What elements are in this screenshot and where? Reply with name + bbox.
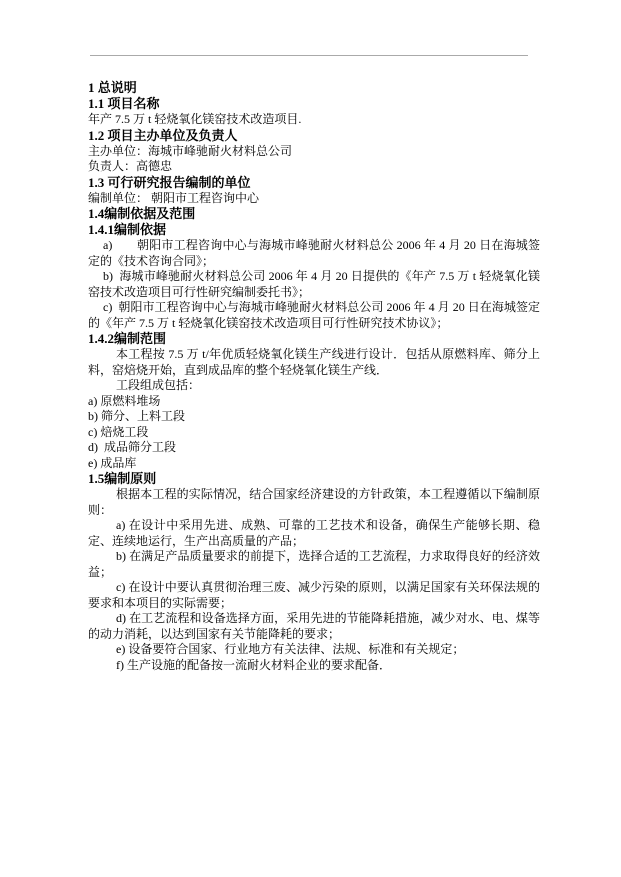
sponsor-unit-line: 主办单位：海城市峰驰耐火材料总公司 xyxy=(88,143,293,158)
section-1-1-heading: 1.1 项目名称 xyxy=(88,96,160,111)
work-section-item-a: a) 原燃料堆场 xyxy=(88,393,161,408)
principle-item-f: f) 生产设施的配备按一流耐火材料企业的要求配备． xyxy=(116,657,391,672)
principle-item-b: b) 在满足产品质量要求的前提下，选择合适的工艺流程，力求取得良好的经济效益； xyxy=(88,549,540,579)
work-section-item-c: c) 焙烧工段 xyxy=(88,424,149,439)
principle-item-a: a) 在设计中采用先进、成熟、可靠的工艺技术和设备，确保生产能够长期、稳定、连续地运行，生产出高质量的产品； xyxy=(88,518,540,548)
principle-item-c: c) 在设计中要认真贯彻治理三废、减少污染的原则，以满足国家有关环保法规的要求和本项目的实际需要； xyxy=(88,580,540,610)
project-name-text: 年产 7.5 万 t 轻烧氧化镁窑技术改造项目. xyxy=(88,112,302,126)
work-section-item-b: b) 筛分、上料工段 xyxy=(88,409,185,423)
principle-item-e: e) 设备要符合国家、行业地方有关法律、法规、标准和有关规定； xyxy=(116,642,465,656)
work-sections-label: 工段组成包括： xyxy=(116,378,201,392)
basis-item-a: a) 朝阳市工程咨询中心与海城市峰驰耐火材料总公 2006 年 4 月 20 日在海城签定的《技术咨询合同》； xyxy=(88,238,540,268)
section-1-4-2-heading: 1.4.2编制范围 xyxy=(88,331,167,346)
section-1-5-heading: 1.5编制原则 xyxy=(88,471,157,486)
section-1-2-heading: 1.2 项目主办单位及负责人 xyxy=(88,127,238,143)
section-1-4-heading: 1.4编制依据及范围 xyxy=(88,206,196,221)
work-section-item-d: d) 成品筛分工段 xyxy=(88,440,176,454)
principle-item-d: d) 在工艺流程和设备选择方面，采用先进的节能降耗措施，减少对水、电、煤等的动力消耗，以达到国家有关节能降耗的要求； xyxy=(88,611,540,641)
basis-item-b: b) 海城市峰驰耐火材料总公司 2006 年 4 月 20 日提供的《年产 7.5 万 t 轻烧氧化镁窑技术改造项目可行性研究编制委托书》； xyxy=(88,269,540,299)
principles-intro-paragraph: 根据本工程的实际情况，结合国家经济建设的方针政策，本工程遵循以下编制原则： xyxy=(88,487,540,517)
scope-intro-paragraph: 本工程按 7.5 万 t/年优质轻烧氧化镁生产线进行设计．包括从原燃料库、筛分上料，窑焙烧开始，直到成品库的整个轻烧氧化镁生产线． xyxy=(88,347,540,377)
section-1-4-1-heading: 1.4.1编制依据 xyxy=(88,222,167,237)
basis-item-c: c) 朝阳市工程咨询中心与海城市峰驰耐火材料总公司 2006 年 4 月 20 日在海城签定的《年产 7.5 万 t 轻烧氧化镁窑技术改造项目可行性研究技术协议》； xyxy=(88,300,540,330)
section-1-3-heading: 1.3 可行研究报告编制的单位 xyxy=(88,174,251,190)
compiling-unit-line: 编制单位： 朝阳市工程咨询中心 xyxy=(88,190,260,205)
work-section-item-e: e) 成品库 xyxy=(88,455,137,470)
principal-line: 负责人：高德忠 xyxy=(88,159,173,173)
chapter-heading: 1 总说明 xyxy=(88,80,137,95)
